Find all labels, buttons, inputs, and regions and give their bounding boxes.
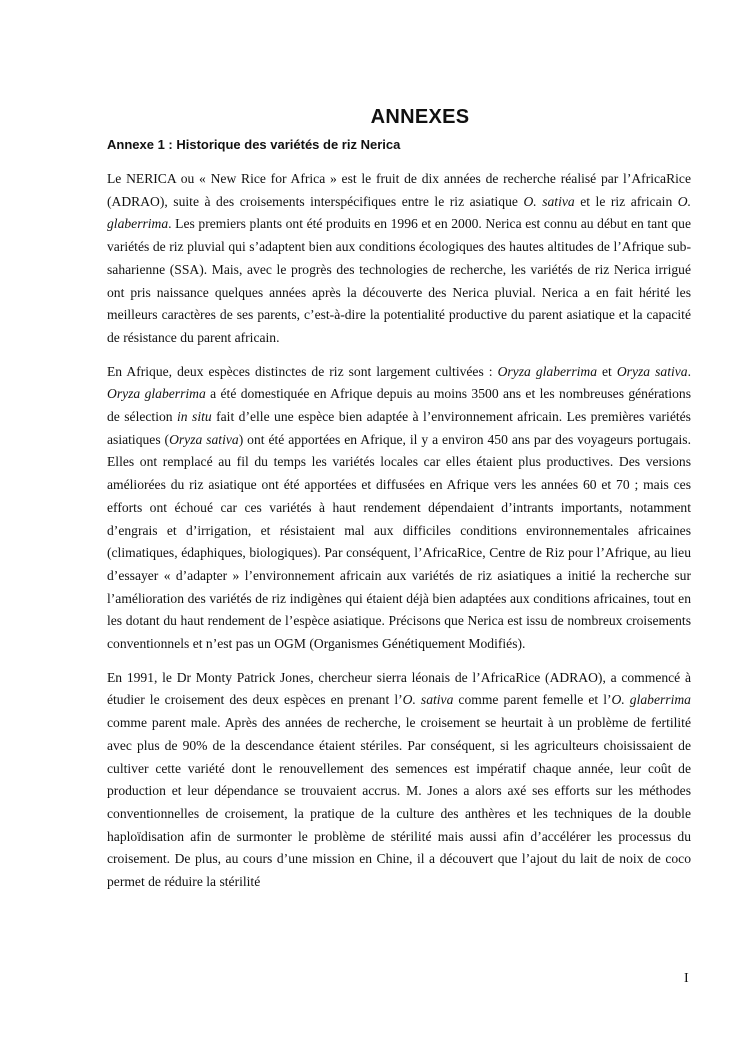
p2-text-f: ) ont été apportées en Afrique, il y a environ 450 ans par des voyageurs portugais. Elles ont remplacé au fil du temps les variétés locales car elles étaient plus productives. Des versions améliorées du riz asiatique ont été apportées et diffusées en Afrique vers les années 60 et 70 ; mais ces efforts ont échoué car ces variétés à haut rendement dépendaient d’intrants importants, notamment d’engrais et d’irrigation, et résistaient mal aux difficiles conditions environnementales africaines (climatiques, édaphiques, biologiques). Par conséquent, l’AfricaRice, Centre de Riz pour l’Afrique, au lieu d’essayer « d’adapter » l’environnement africain aux variétés de riz asiatiques a initié la recherche sur l’amélioration des variétés de riz indigènes qui étaient déjà bien adaptées aux conditions africaines, tout en les dotant du haut rendement de l’espèce asiatique. Précisons que Nerica est issu de nombreux croisements conventionnels et n’est pas un OGM (Organismes Génétiquement Modifiés). — [107, 431, 691, 652]
p2-text-b: et — [597, 363, 617, 379]
p1-text-a: Le NERICA ou « New Rice for Africa » est le fruit de dix années de recherche réalisé par l’AfricaRice (ADRAO), suite à des croisements interspécifiques entre le riz asiatique — [107, 171, 691, 209]
page-number: I — [684, 971, 689, 986]
p2-text-a: En Afrique, deux espèces distinctes de riz sont largement cultivées : — [107, 363, 498, 379]
p3-italic-2: O. glaberrima — [611, 692, 691, 708]
p3-text-b: comme parent femelle et l’ — [453, 692, 612, 708]
annex-subtitle: Annexe 1 : Historique des variétés de riz Nerica — [107, 137, 401, 152]
p2-italic-2: Oryza sativa — [616, 363, 688, 379]
p1-italic-1: O. sativa — [523, 193, 575, 209]
p1-text-c: . Les premiers plants ont été produits en 1996 et en 2000. Nerica est connu au début en tant que variétés de riz pluvial qui s’adaptent bien aux conditions écologiques des hautes altitudes de l’Afrique sub-saharienne (SSA). Mais, avec le progrès des technologies de recherche, les variétés de riz Nerica irrigué ont pris naissance quelques années après la découverte des Nerica pluvial. Nerica a en fait hérité les meilleurs caractères de ses parents, c’est-à-dire la potentialité productive du parent asiatique et la capacité de résistance du parent africain. — [107, 216, 691, 345]
paragraph-3 — [107, 667, 691, 894]
p2-italic-5: Oryza sativa — [169, 431, 239, 447]
p3-text-c: comme parent male. Après des années de recherche, le croisement se heurtait à un problème de fertilité avec plus de 90% de la descendance étaient stériles. Par conséquent, si les agriculteurs choisissaient de cultiver cette variété dont le renouvellement des semences est impératif chaque année, leur coût de production et leur dépendance se trouvaient accrus. M. Jones a alors axé ses efforts sur les méthodes conventionnelles de croisement, la pratique de la culture des anthères et les techniques de la double haploïdisation afin de surmonter le problème de stérilité mais aussi afin d’accélérer les processus du croisement. De plus, au cours d’une mission en Chine, il a découvert que l’ajout du lait de noix de coco permet de réduire la stérilité — [107, 715, 691, 890]
p2-italic-3: Oryza glaberrima — [107, 386, 206, 402]
p3-text-a: En 1991, le Dr Monty Patrick Jones, chercheur sierra léonais de l’AfricaRice (ADRAO), a commencé à étudier le croisement des deux espèces en prenant l’ — [107, 669, 691, 708]
body-text — [107, 168, 691, 905]
paragraph-1 — [107, 168, 691, 350]
p2-italic-1: Oryza glaberrima — [497, 363, 597, 379]
p2-italic-4: in situ — [177, 409, 212, 425]
p1-text-b: et le riz africain — [574, 193, 678, 209]
p2-text-c: . — [687, 363, 691, 379]
paragraph-2 — [107, 361, 691, 656]
p2-text-d: a été domestiquée en Afrique depuis au moins 3500 ans et les nombreuses générations de sélection — [107, 386, 691, 425]
p3-italic-1: O. sativa — [402, 692, 454, 708]
p2-text-e: fait d’elle une espèce bien adaptée à l’environnement africain. Les premières variétés asiatiques ( — [107, 409, 691, 447]
page-title: ANNEXES — [370, 106, 470, 128]
p1-italic-2: O. glaberrima — [107, 193, 691, 232]
